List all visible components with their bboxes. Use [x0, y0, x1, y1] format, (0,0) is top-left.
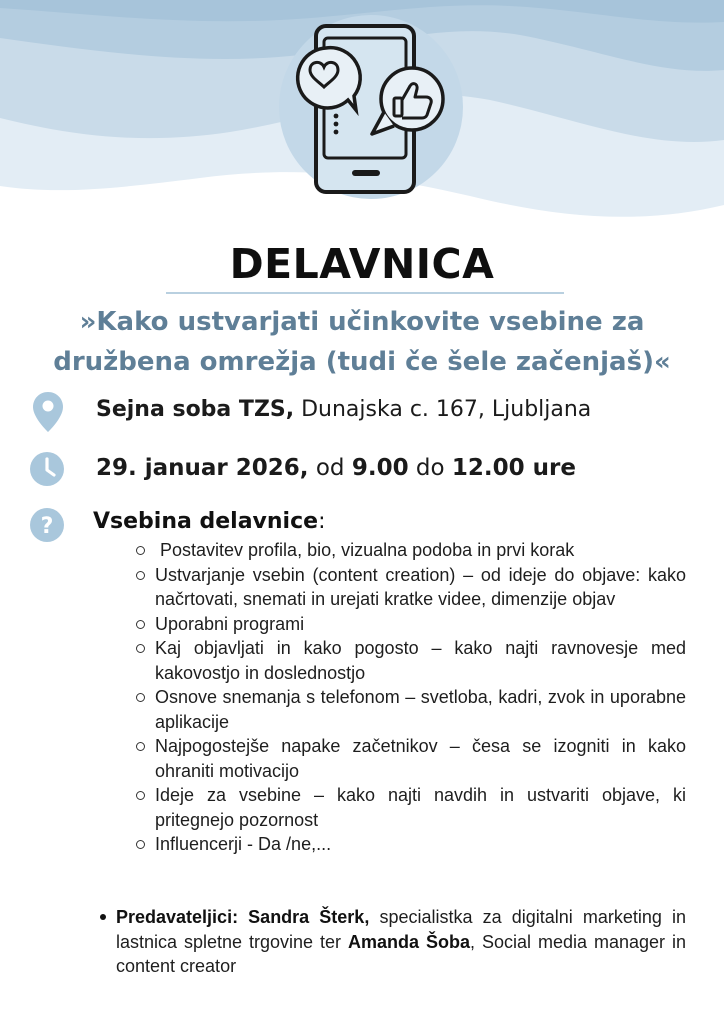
title-divider — [166, 292, 564, 294]
map-pin-icon — [32, 391, 64, 433]
clock-icon — [29, 451, 65, 487]
question-mark-icon — [29, 507, 65, 543]
subtitle-line-1: »Kako ustvarjati učinkovite vsebine za — [79, 307, 645, 337]
lecturer-desc-2: , Social media manager in content creator — [116, 931, 686, 976]
lecturer-name-2: Amanda Šoba — [348, 931, 471, 952]
content-section-title — [93, 509, 325, 534]
workshop-subtitle — [20, 302, 704, 382]
list-item: Postavitev profila, bio, vizualna podoba in prvi korak — [134, 538, 686, 563]
date-time-line — [96, 455, 576, 481]
page-title: DELAVNICA — [229, 240, 495, 288]
from-word: od — [315, 455, 345, 481]
list-item: Osnove snemanja s telefonom – svetloba, kadri, zvok in uporabne aplikacije — [134, 685, 686, 734]
lecturers-paragraph — [100, 905, 686, 979]
to-word: do — [415, 455, 445, 481]
list-item: Najpogostejše napake začetnikov – česa se izogniti in kako ohraniti motivacijo — [134, 734, 686, 783]
location-place: Sejna soba TZS, — [96, 397, 295, 422]
list-item: Ustvarjanje vsebin (content creation) – od ideje do objave: kako načrtovati, snemati in urejati kratke videe, dimenzije objav — [134, 563, 686, 612]
location-line — [96, 397, 591, 422]
svg-text:?: ? — [40, 514, 54, 539]
phone-with-heart-and-like-bubbles-icon — [276, 12, 466, 202]
topics-list — [134, 538, 686, 857]
location-address: Dunajska c. 167, Ljubljana — [301, 397, 592, 422]
end-time: 12.00 ure — [451, 455, 576, 481]
list-item: Influencerji - Da /ne,... — [134, 832, 686, 857]
start-time: 9.00 — [351, 455, 409, 481]
list-item: Kaj objavljati in kako pogosto – kako najti ravnovesje med kakovostjo in doslednostjo — [134, 636, 686, 685]
list-item: Ideje za vsebine – kako najti navdih in ustvariti objave, ki pritegnejo pozornost — [134, 783, 686, 832]
event-date: 29. januar 2026, — [96, 455, 309, 481]
content-title: Vsebina delavnice — [93, 509, 319, 534]
lecturer-name-1: Sandra Šterk, — [248, 907, 370, 927]
lecturers-label: Predavateljici: — [116, 907, 239, 927]
subtitle-line-2: družbena omrežja (tudi če šele začenjaš)« — [53, 347, 671, 377]
lecturer-desc-1: specialistka za digitalni marketing in lastnica spletne trgovine ter — [116, 907, 686, 952]
content-title-colon: : — [318, 509, 326, 534]
list-item: Uporabni programi — [134, 612, 686, 637]
